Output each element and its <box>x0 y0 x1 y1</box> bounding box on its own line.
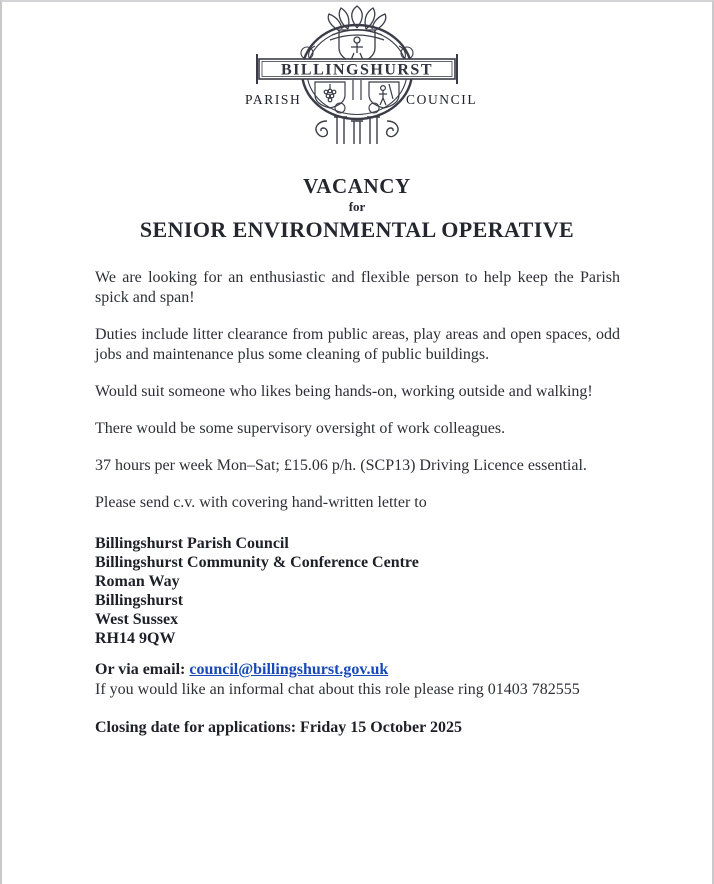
duties-paragraph: Duties include litter clearance from public areas, play areas and open spaces, odd jobs and maintenance plus some cleaning of public buildings. <box>95 326 620 363</box>
crest-crown-icon <box>328 6 386 40</box>
application-instruction-paragraph: Please send c.v. with covering hand-written letter to <box>95 494 427 511</box>
email-label: Or via email: <box>95 661 190 678</box>
address-line: Billingshurst Parish Council <box>95 535 289 552</box>
email-line <box>95 660 620 680</box>
address-line: West Sussex <box>95 611 179 628</box>
crest-header <box>2 2 712 150</box>
crest-columns-icon <box>316 117 398 144</box>
supervision-paragraph: There would be some supervisory oversight of work colleagues. <box>95 420 506 437</box>
closing-date-line: Closing date for applications: Friday 15 October 2025 <box>95 719 462 736</box>
address-line: Roman Way <box>95 573 180 590</box>
billingshurst-crest-icon <box>237 4 477 144</box>
vacancy-for: for <box>348 199 366 214</box>
address-line: Billingshurst Community & Conference Centre <box>95 554 419 571</box>
hours-pay-paragraph: 37 hours per week Mon–Sat; £15.06 p/h. (SCP13) Driving Licence essential. <box>95 457 587 474</box>
intro-paragraph: We are looking for an enthusiastic and flexible person to help keep the Parish spick and span! <box>95 269 620 306</box>
vacancy-title: VACANCY <box>303 174 411 198</box>
postal-address <box>95 534 620 648</box>
crest-banner-tail <box>353 80 361 100</box>
email-link[interactable]: council@billingshurst.gov.uk <box>189 661 389 678</box>
address-line: RH14 9QW <box>95 630 176 647</box>
crest-reaper-shield-icon <box>369 82 399 108</box>
crest-label-parish: PARISH <box>245 92 302 107</box>
title-block <box>2 174 712 244</box>
crest-banner-text: BILLINGSHURST <box>281 61 433 79</box>
address-line: Billingshurst <box>95 592 184 609</box>
crest-label-council: COUNCIL <box>406 92 478 107</box>
vacancy-role-title: SENIOR ENVIRONMENTAL OPERATIVE <box>139 217 575 242</box>
notice-body <box>2 244 712 738</box>
phone-line: If you would like an informal chat about this role please ring 01403 782555 <box>95 681 580 698</box>
crest-banner <box>257 54 457 84</box>
crest-hops-shield-icon <box>315 82 345 108</box>
suitability-paragraph: Would suit someone who likes being hands-on, working outside and walking! <box>95 383 593 400</box>
